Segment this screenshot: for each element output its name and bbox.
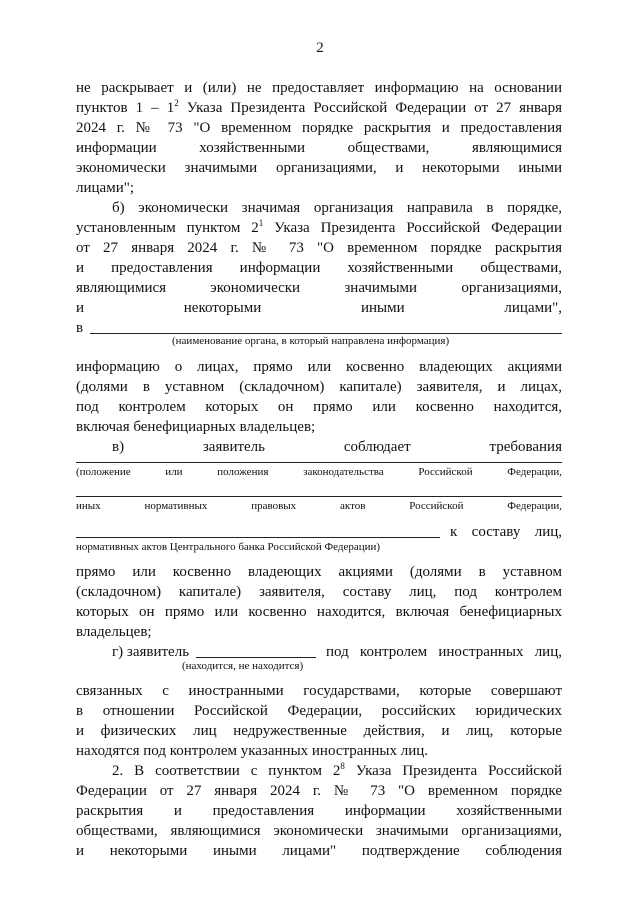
text-line: которых он прямо или косвенно находится, включая бенефициарных — [76, 604, 562, 620]
text-line: находятся под контролем указанных иностранных лиц. — [76, 743, 429, 759]
text-line: (долями в уставном (складочном) капитале) заявителя, и лицах, — [76, 379, 562, 395]
text-line: и некоторыми иными лицами", — [76, 300, 562, 316]
text-line: г) заявитель — [112, 644, 190, 660]
text-line: и предоставления информации хозяйственными обществами, — [76, 260, 562, 276]
text-line: включая бенефициарных владельцев; — [76, 419, 316, 435]
text-line: установленным пунктом $2^1$ Указа Президента Российской Федерации — [76, 218, 562, 236]
text-line: в) заявитель соблюдает требования — [112, 439, 562, 455]
text-line: пунктов $1 - 1^2$ Указа Президента Российской Федерации от 27 января — [76, 98, 562, 116]
text-line: владельцев; — [76, 624, 152, 640]
fill-in-blank-law-2[interactable] — [76, 496, 562, 497]
caption-law-3: нормативных актов Центрального банка Российской Федерации) — [76, 541, 381, 553]
text-line: от 27 января 2024 г. № 73 "О временном порядке раскрытия — [76, 240, 562, 256]
text-line: являющимися экономически значимыми организациями, — [76, 280, 562, 296]
text-line: б) экономически значимая организация направила в порядке, — [112, 200, 562, 216]
fill-in-blank-law-3[interactable] — [76, 537, 440, 538]
text-line: и некоторыми иными лицами" подтверждение соблюдения — [76, 843, 562, 859]
caption-law-1: (положение или положения законодательства Российской Федерации, — [76, 466, 562, 478]
text-line: не раскрывает и (или) не предоставляет информацию на основании — [76, 80, 562, 96]
ref-points: пунктов $1 - 1^2$ — [76, 98, 179, 116]
fill-in-blank-law-1[interactable] — [76, 462, 562, 463]
text-line: экономически значимыми организациями, и некоторыми иными — [76, 160, 562, 176]
text-line: в отношении Российской Федерации, российских юридических — [76, 703, 562, 719]
page-number: 2 — [316, 40, 324, 56]
fill-in-blank-located[interactable] — [196, 657, 316, 658]
text-line: прямо или косвенно владеющих акциями (долями в уставном — [76, 564, 562, 580]
text-line: лицами"; — [76, 180, 135, 196]
ref-point-2: установленным пунктом $2^1$ — [76, 218, 264, 236]
text-line: информацию о лицах, прямо или косвенно владеющих акциями — [76, 359, 562, 375]
text-line: раскрытия и предоставления информации хозяйственными — [76, 803, 562, 819]
text-line: в — [76, 320, 84, 336]
text-line: (складочном) капитале) заявителя, составу лиц, под контролем — [76, 584, 562, 600]
text-line: к составу лиц, — [450, 524, 562, 540]
text-line: Федерации от 27 января 2024 г. № 73 "О временном порядке — [76, 783, 562, 799]
caption-law-2: иных нормативных правовых актов Российской Федерации, — [76, 500, 562, 512]
text-line: 2. В соответствии с пунктом $2^8$ Указа Президента Российской — [112, 761, 562, 779]
text-line: и физических лиц недружественные действия, и лиц, которые — [76, 723, 562, 739]
caption-organ: (наименование органа, в который направлена информация) — [172, 335, 450, 347]
text-line: под контролем которых он прямо или косвенно находится, — [76, 399, 562, 415]
ref-point-28: $2^8$ — [332, 761, 345, 779]
text-line: 2024 г. № 73 "О временном порядке раскрытия и предоставления — [76, 120, 562, 136]
text-line: информации хозяйственными обществами, являющимися — [76, 140, 562, 156]
caption-located: (находится, не находится) — [182, 660, 304, 672]
text-line: связанных с иностранными государствами, которые совершают — [76, 683, 562, 699]
text-line: под контролем иностранных лиц, — [326, 644, 562, 660]
text-line: обществами, являющимися экономически значимыми организациями, — [76, 823, 562, 839]
